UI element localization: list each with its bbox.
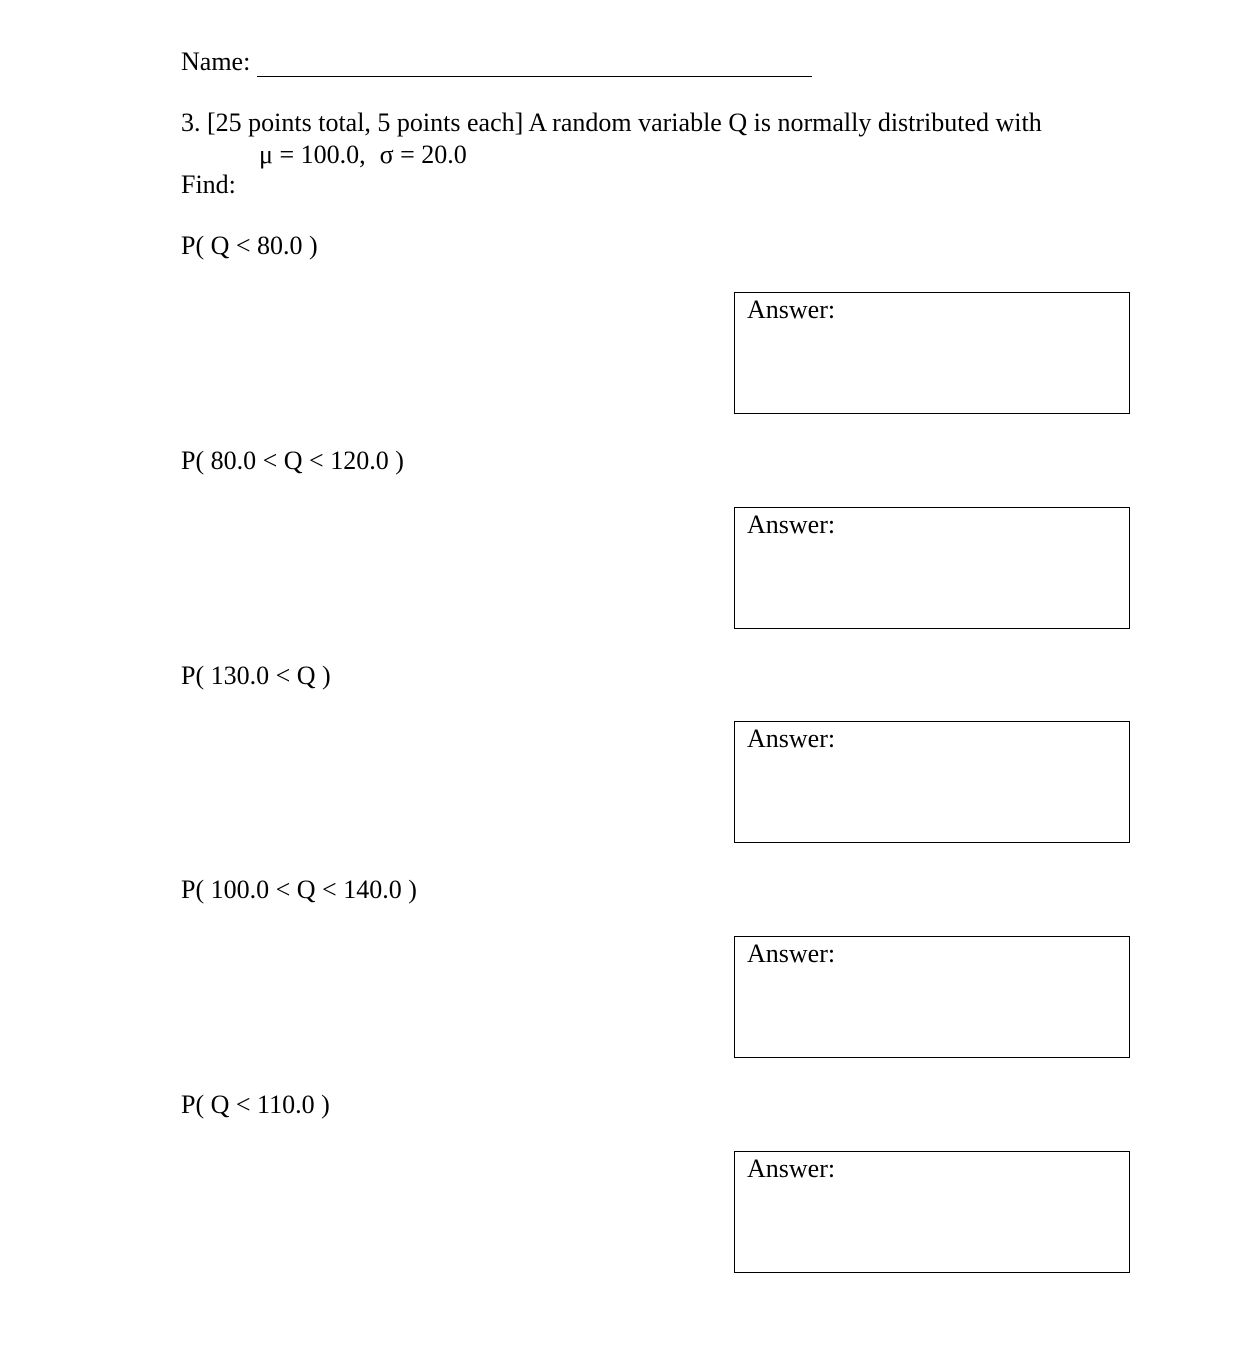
answer-label-1: Answer:: [747, 295, 836, 324]
answer-label-2: Answer:: [747, 510, 836, 539]
probability-expression-2: P( 80.0 < Q < 120.0 ): [181, 446, 404, 475]
answer-label-3: Answer:: [747, 724, 836, 753]
answer-box-5[interactable]: [734, 1151, 1130, 1273]
distribution-parameters: [259, 139, 467, 171]
name-label: Name:: [181, 47, 251, 76]
name-blank-line[interactable]: [257, 76, 812, 77]
probability-expression-3: P( 130.0 < Q ): [181, 661, 331, 690]
answer-box-2[interactable]: [734, 507, 1130, 629]
probability-expression-5: P( Q < 110.0 ): [181, 1090, 330, 1119]
answer-box-4[interactable]: [734, 936, 1130, 1058]
sigma-value: σ = 20.0: [379, 140, 467, 169]
answer-box-1[interactable]: [734, 292, 1130, 414]
question-text: 3. [25 points total, 5 points each] A random variable Q is normally distributed with: [181, 108, 1042, 137]
probability-expression-1: P( Q < 80.0 ): [181, 231, 318, 260]
find-label: Find:: [181, 170, 236, 199]
answer-label-4: Answer:: [747, 939, 836, 968]
answer-box-3[interactable]: [734, 721, 1130, 843]
probability-expression-4: P( 100.0 < Q < 140.0 ): [181, 875, 417, 904]
answer-label-5: Answer:: [747, 1154, 836, 1183]
mu-value: μ = 100.0,: [259, 140, 366, 169]
